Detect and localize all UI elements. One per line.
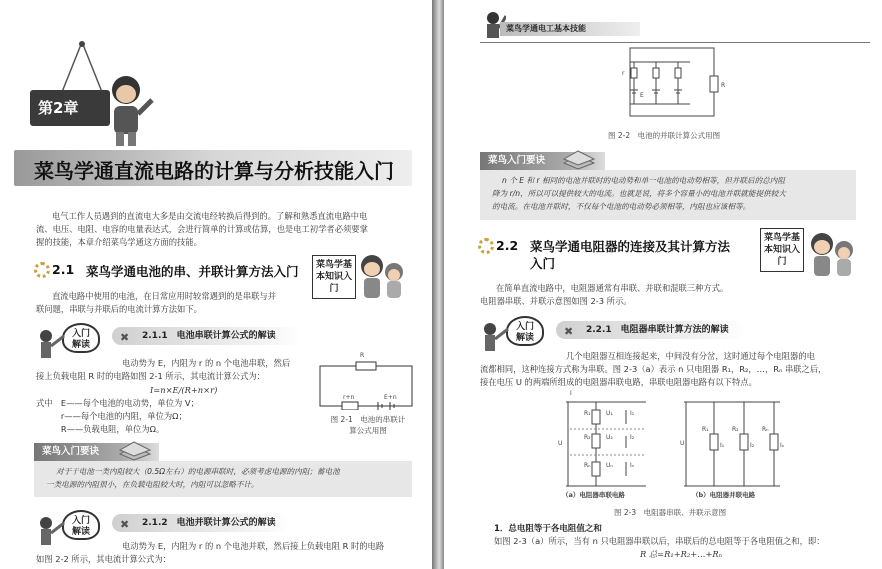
section-gear-icon	[478, 238, 494, 254]
tip-body-1	[34, 461, 412, 497]
figure-2-3-label-I: I	[570, 390, 572, 397]
text-line: 电动势为 E，内阻为 r 的 n 个电池并联，然后接上负载电阻 R 时的电路	[122, 541, 385, 551]
tip-book-icon	[118, 440, 152, 462]
mascot-kids-illustration	[356, 250, 406, 302]
formula-legend	[36, 397, 316, 436]
text-line: 接在电压 U 的两端所组成的电阻器串联电路，串联电阻器电路有以下特点。	[480, 377, 757, 387]
left-page	[0, 0, 432, 569]
intro-read-badge: 入门解读	[62, 323, 100, 353]
figure-2-3-label-R2: R₂	[584, 434, 591, 441]
figure-2-1-label-R: R	[360, 352, 365, 359]
tip-title-bar: 菜鸟入门要诀	[34, 443, 159, 461]
tip-book-icon	[562, 149, 596, 171]
subsection-2-2-1	[556, 321, 746, 339]
figure-2-3-label-Rn: Rₙ	[584, 462, 591, 469]
text-line: 在简单直流电路中，电阻器通常有串联、并联和混联三种方式。	[496, 283, 729, 293]
tip-line: 的电流。在电池并联时，不仅每个电池的电动势必须相等，内阻也应该相等。	[492, 202, 751, 211]
figure-2-3-label-U: U	[558, 440, 563, 447]
paragraph-2-1-2	[36, 540, 416, 566]
figure-2-3-label-In: Iₙ	[630, 462, 635, 469]
figure-2-3-label-U1: U₁	[606, 410, 613, 417]
text-line: 电阻器串联、并联示意图如图 2-3 所示。	[480, 296, 632, 306]
section-2-1-number: 2.1	[52, 262, 75, 277]
legend-line: r——每个电池的内阻，单位为Ω；	[36, 411, 187, 421]
subsection-2-1-2-title: 2.1.2 电池并联计算公式的解读	[142, 518, 276, 528]
wrench-icon: ✖	[564, 325, 574, 338]
section-2-1-title: 菜鸟学通电池的串、并联计算方法入门	[86, 264, 299, 279]
chapter-title: 菜鸟学通直流电路的计算与分析技能入门	[34, 159, 394, 183]
text-line: 电气工作人员遇到的直流电大多是由交流电经转换后得到的。了解和熟悉直流电路中电	[52, 211, 368, 221]
figure-2-3b-label-U: U	[680, 440, 685, 447]
running-head: 菜鸟学通电工基本技能	[506, 24, 586, 33]
text-line: 如图 2-2 所示，其电流计算公式为：	[36, 554, 171, 564]
paragraph-2-1-1	[36, 357, 316, 383]
section-2-2-text	[480, 282, 800, 308]
figure-2-3b-label-Rn: Rₙ	[762, 426, 769, 433]
right-page	[444, 0, 882, 569]
tip-title-bar: 菜鸟入门要诀	[480, 152, 605, 170]
point-1-text: 如图 2-3（a）所示，当有 n 只电阻器串联以后，串联后的总电阻等于各电阻值之和，即：	[494, 536, 825, 546]
mascot-chapter-illustration	[100, 70, 160, 150]
section-gear-icon	[34, 262, 50, 278]
figure-2-2-label-R: R	[721, 82, 726, 89]
figure-2-3b-label-R2: R₂	[732, 426, 739, 433]
legend-line: R——负载电阻，单位为Ω。	[36, 424, 165, 434]
paragraph-2-2-1	[480, 350, 870, 389]
text-line: 流、电压、电阻、电容的电量表达式，会进行简单的计算或估算，也是电工初学者必须要掌	[36, 224, 368, 234]
caption-line: 算公式用图	[349, 426, 387, 435]
figure-2-3-caption: 图 2-3 电阻器串联、并联示意图	[614, 508, 727, 517]
subsection-2-1-2	[112, 514, 290, 532]
point-1-heading: 1．总电阻等于各电阻值之和	[494, 524, 602, 534]
wrench-icon: ✖	[120, 331, 130, 344]
basic-knowledge-badge: 菜鸟学基本知识入门	[760, 228, 804, 272]
chapter-label: 第2章	[38, 99, 79, 117]
figure-2-3b-label-R1: R₁	[702, 426, 709, 433]
intro-read-badge: 入门解读	[506, 316, 544, 346]
tip-line: 对于干电池一类内阻较大（0.5Ω左右）的电源串联时，必须考虑电源的内阻；蓄电池	[56, 467, 340, 476]
figure-2-3b-label-In: Iₙ	[780, 442, 785, 449]
figure-2-3-label-I1: I₁	[630, 410, 635, 417]
basic-knowledge-badge: 菜鸟学基本知识入门	[312, 255, 356, 299]
subsection-2-1-1	[112, 327, 302, 345]
figure-2-3b-caption: （b）电阻器并联电路	[692, 491, 756, 499]
title-line: 入门	[530, 256, 556, 271]
figure-2-2-caption: 图 2-2 电池的并联计算公式用图	[608, 131, 721, 140]
mascot-kids-illustration	[806, 228, 856, 280]
wrench-icon: ✖	[120, 518, 130, 531]
text-line: 直流电路中使用的电池，在日常应用时较常遇到的是串联与并	[52, 291, 277, 301]
legend-line: 式中 E——每个电池的电动势，单位为 V；	[36, 398, 199, 408]
section-2-1-text	[36, 290, 316, 316]
figure-2-1-label-En: E+n	[384, 394, 397, 401]
figure-2-3-label-R1: R₁	[584, 410, 591, 417]
figure-2-3b-label-I2: I₂	[750, 442, 755, 449]
figure-2-1-label-rn: r+n	[343, 394, 355, 401]
figure-2-2-parallel-circuit	[610, 42, 730, 122]
intro-paragraph	[36, 210, 416, 249]
tip-line: n 个 E 和 r 相同的电池并联时的电动势和单一电池的电动势相等，但并联后的总内阻	[502, 176, 785, 185]
subsection-2-2-1-title: 2.2.1 电阻器串联计算方法的解读	[586, 325, 729, 335]
text-line: 流都相同，这种连接方式称为串联。图 2-3（a）表示 n 只电阻器 R₁，R₂，…，Rₙ 串联之后，	[480, 364, 827, 374]
figure-2-3b-parallel-resistors	[676, 398, 786, 492]
tip-line: 降为 r/n，所以可以提供较大的电流。也就是说，将多个容量小的电池并联就能提供较大	[492, 189, 786, 198]
figure-2-3b-label-I1: I₁	[720, 442, 725, 449]
figure-2-3a-caption: （a）电阻器串联电路	[562, 491, 625, 499]
text-line: 电动势为 E，内阻为 r 的 n 个电池串联，然后	[122, 358, 291, 368]
text-line: 几个电阻器互相连接起来，中间没有分岔，这时通过每个电阻器的电	[566, 351, 815, 361]
text-line: 握的技能，本章介绍菜鸟学通这方面的技能。	[36, 237, 202, 247]
figure-2-3-label-Un: Uₙ	[606, 462, 613, 469]
title-line: 菜鸟学通电阻器的连接及其计算方法	[530, 239, 731, 254]
figure-2-1-series-circuit	[318, 358, 414, 410]
figure-2-2-label-r: r	[622, 70, 625, 77]
intro-read-badge: 入门解读	[62, 510, 100, 540]
figure-2-3-label-I2: I₂	[630, 434, 635, 441]
tip-body-2	[480, 170, 856, 220]
tip-line: 一类电源的内阻很小，在负载电阻较大时，内阻可以忽略不计。	[46, 480, 259, 489]
formula-series-resistance: R 总=R₁+R₂+…+Rₙ	[640, 549, 723, 559]
section-2-2-number: 2.2	[496, 238, 519, 253]
subsection-2-1-1-title: 2.1.1 电池串联计算公式的解读	[142, 331, 276, 341]
figure-2-1-caption	[320, 414, 416, 436]
text-line: 接上负载电阻 R 时的电路如图 2-1 所示，其电流计算公式为：	[36, 371, 265, 381]
figure-2-2-label-E: E	[640, 92, 644, 99]
formula-series-current: I=n×E/(R+n×r)	[150, 385, 218, 395]
section-2-2-title	[530, 238, 730, 272]
text-line: 联问题，串联与并联后的电流计算方法如下。	[36, 304, 202, 314]
book-spine	[432, 0, 444, 569]
caption-line: 图 2-1 电池的串联计	[330, 415, 406, 424]
figure-2-3-label-U2: U₂	[606, 434, 613, 441]
